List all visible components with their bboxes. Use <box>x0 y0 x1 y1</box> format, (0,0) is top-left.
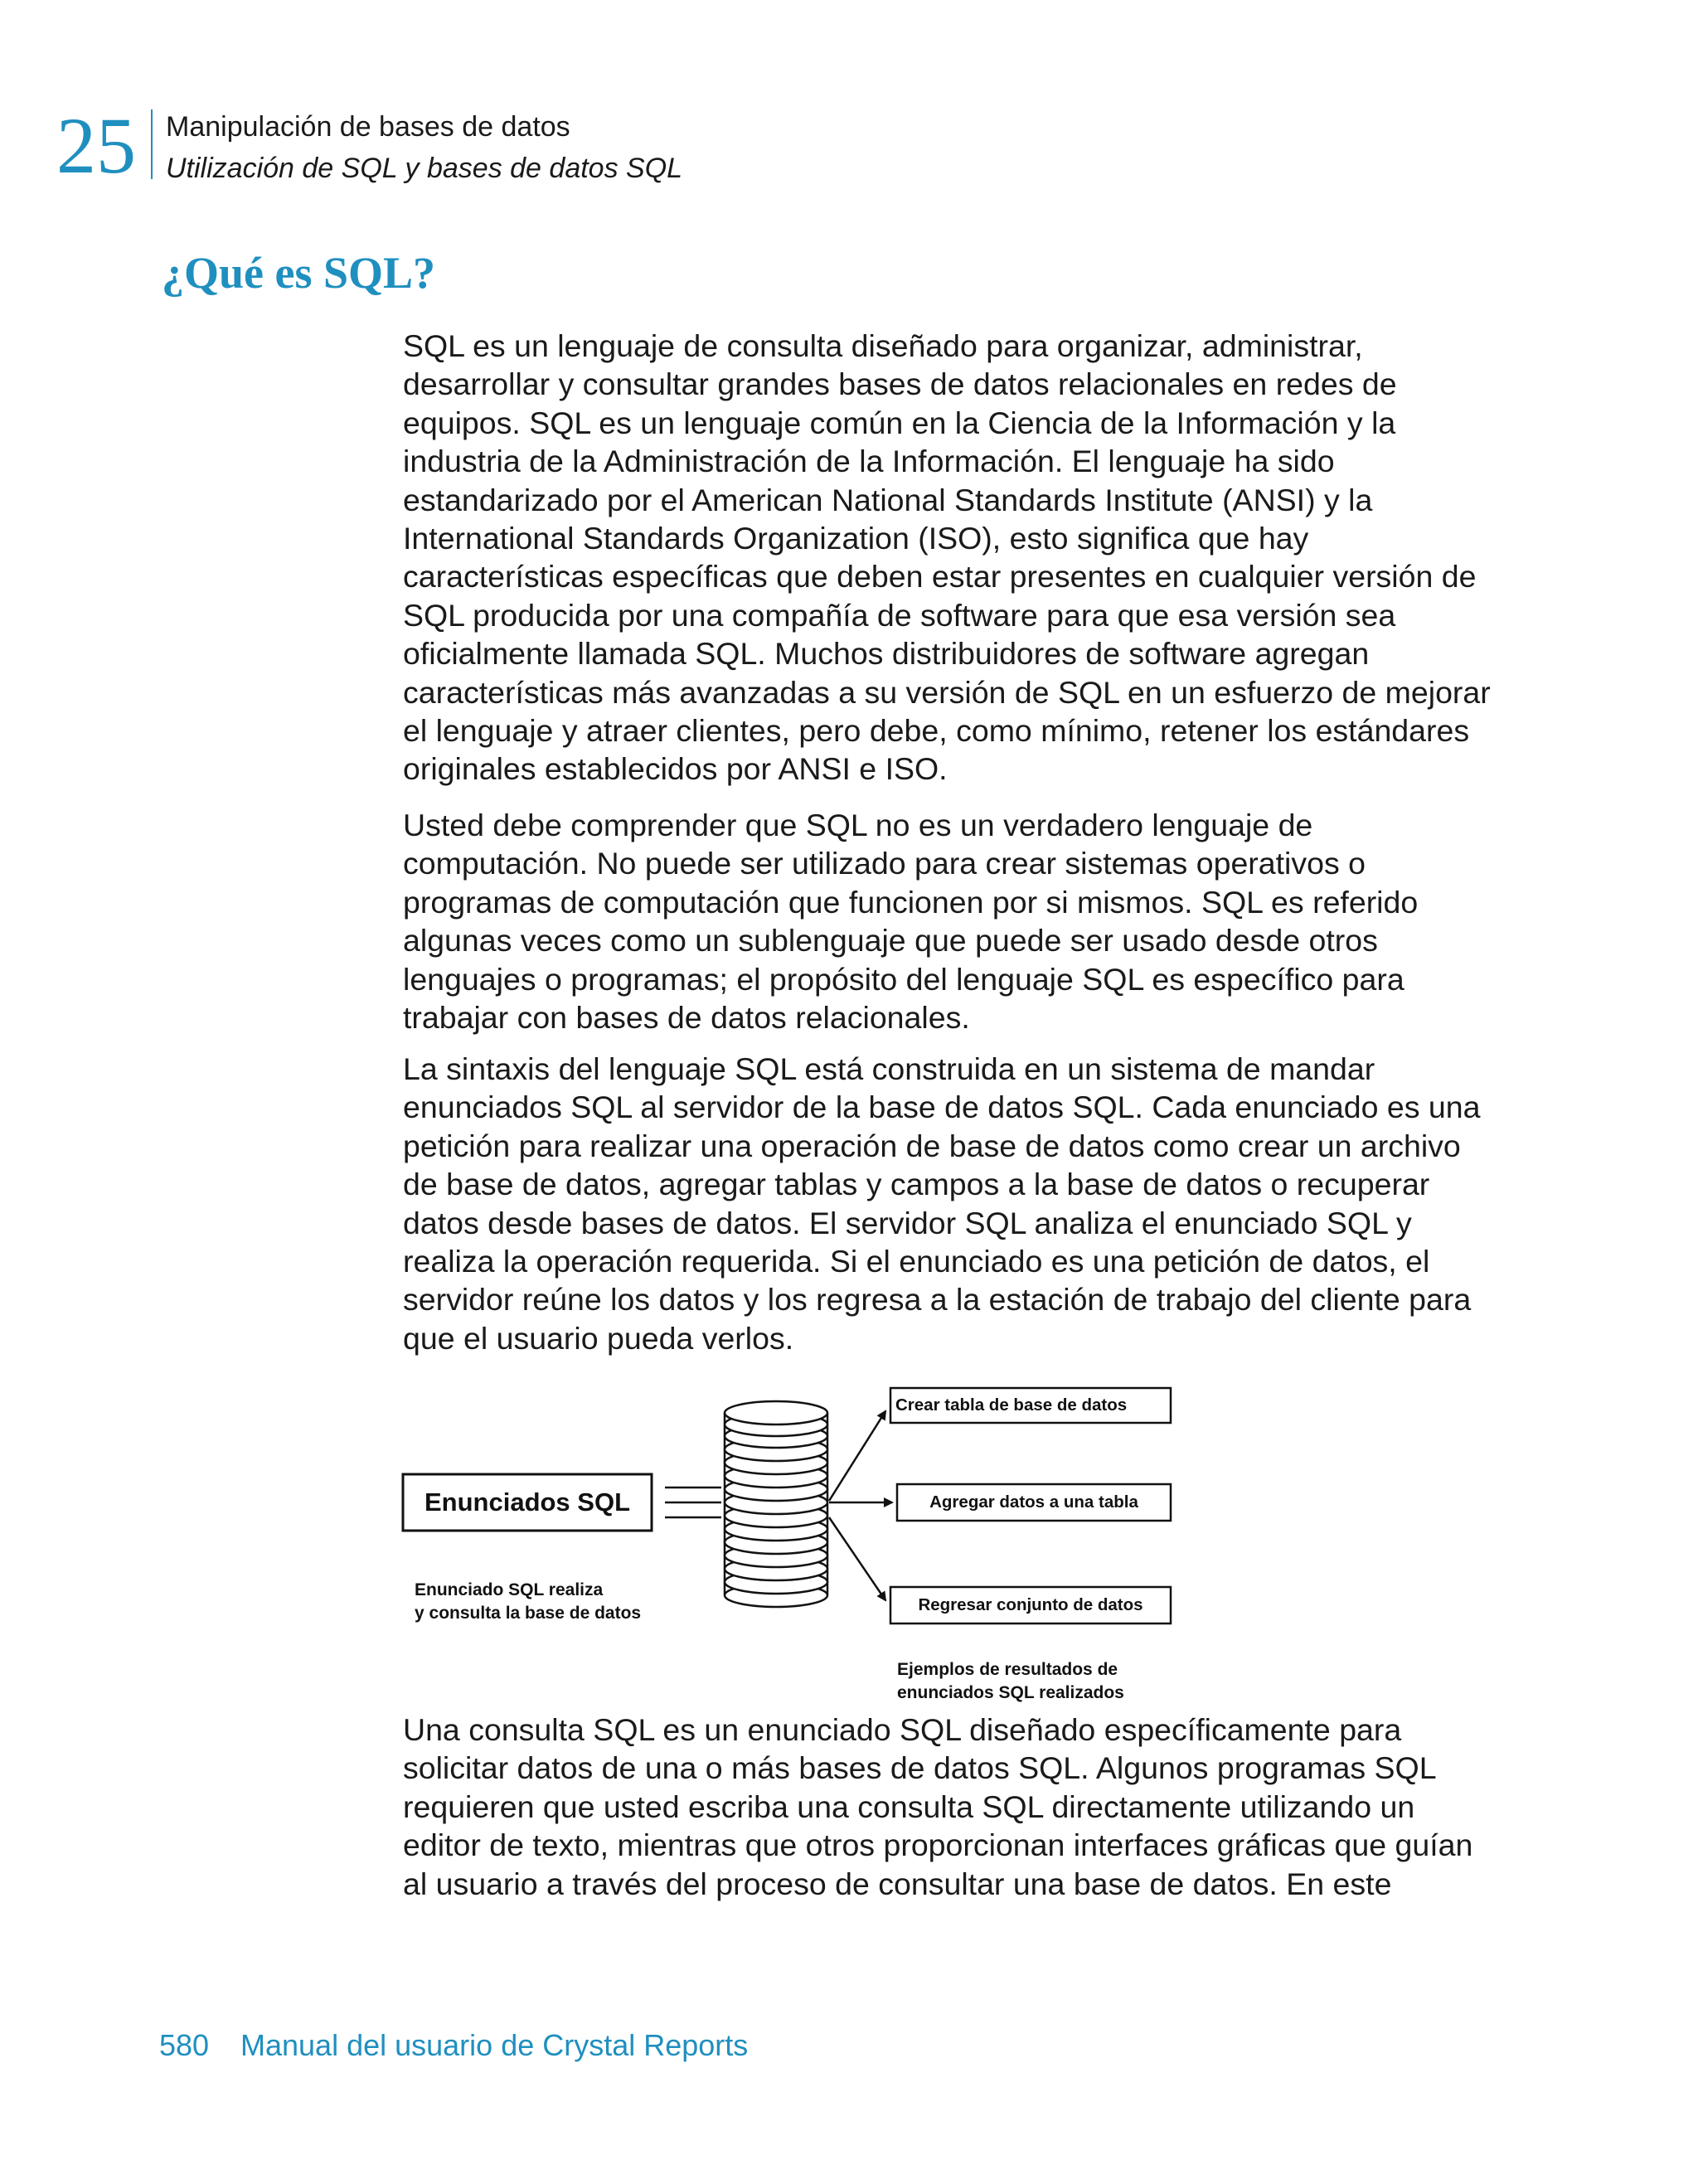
chapter-number: 25 <box>56 101 136 190</box>
body-paragraph-1: SQL es un lenguaje de consulta diseñado para organizar, administrar, desarrollar y consultar grandes bases de datos relacionales en redes de equipos. SQL es un lenguaje común en la Ciencia de la Información y la industria de la Administración de la Información. El lenguaje ha sido estandarizado por el American National Standards Institute (ANSI) y la International Standards Organization (ISO), esto significa que hay características específicas que deben estar presentes en cualquier versión de SQL producida por una compañía de software para que esa versión sea oficialmente llamada SQL. Muchos distribuidores de software agregan características más avanzadas a su versión de SQL en un esfuerzo de mejorar el lenguaje y atraer clientes, pero debe, como mínimo, retener los estándares originales establecidos por ANSI e ISO. <box>403 328 1491 787</box>
result-label-add-data: Agregar datos a una tabla <box>929 1492 1138 1512</box>
chapter-title: Manipulación de bases de datos <box>166 111 570 143</box>
results-caption-line-1: Ejemplos de resultados de <box>897 1660 1118 1679</box>
source-caption-line-2: y consulta la base de datos <box>415 1604 642 1623</box>
result-label-return-dataset: Regresar conjunto de datos <box>918 1595 1143 1614</box>
arrow-to-return-dataset <box>829 1517 885 1600</box>
arrow-to-create-table <box>829 1411 885 1501</box>
body-paragraph-3: La sintaxis del lenguaje SQL está construida en un sistema de mandar enunciados SQL al servidor de la base de datos SQL. Cada enunciado es una petición para realizar una operación de base de datos como crear un archivo de base de datos, agregar tablas y campos a la base de datos o recuperar datos desde bases de datos. El servidor SQL analiza el enunciado SQL y realiza la operación requerida. Si el enunciado es una petición de datos, el servidor reúne los datos y los regresa a la estación de trabajo del cliente para que el usuario pueda verlos. <box>403 1051 1481 1356</box>
section-subtitle: Utilización de SQL y bases de datos SQL <box>166 153 683 184</box>
section-title: ¿Qué es SQL? <box>162 248 436 298</box>
book-title: Manual del usuario de Crystal Reports <box>240 2028 749 2062</box>
header-divider <box>151 109 153 179</box>
page-number: 580 <box>159 2028 210 2062</box>
body-paragraph-4: Una consulta SQL es un enunciado SQL diseñado específicamente para solicitar datos de una o más bases de datos SQL. Algunos programas SQL requieren que usted escriba una consulta SQL directamente utilizando un editor de texto, mientras que otros proporcionan interfaces gráficas que guían al usuario a través del proceso de consultar una base de datos. En este <box>403 1712 1473 1901</box>
sql-statements-label: Enunciados SQL <box>424 1488 631 1517</box>
results-caption-line-2: enunciados SQL realizados <box>897 1683 1124 1702</box>
result-label-create-table: Crear tabla de base de datos <box>895 1395 1128 1415</box>
database-stack-icon <box>725 1401 827 1607</box>
source-caption-line-1: Enunciado SQL realiza <box>415 1580 604 1599</box>
body-paragraph-2: Usted debe comprender que SQL no es un verdadero lenguaje de computación. No puede ser utilizado para crear sistemas operativos o programas de computación que funcionen por si mismos. SQL es referido algunas veces como un sublenguaje que puede ser usado desde otros lenguajes o programas; el propósito del lenguaje SQL es específico para trabajar con bases de datos relacionales. <box>403 808 1419 1036</box>
sql-statements-diagram <box>390 1376 1219 1725</box>
